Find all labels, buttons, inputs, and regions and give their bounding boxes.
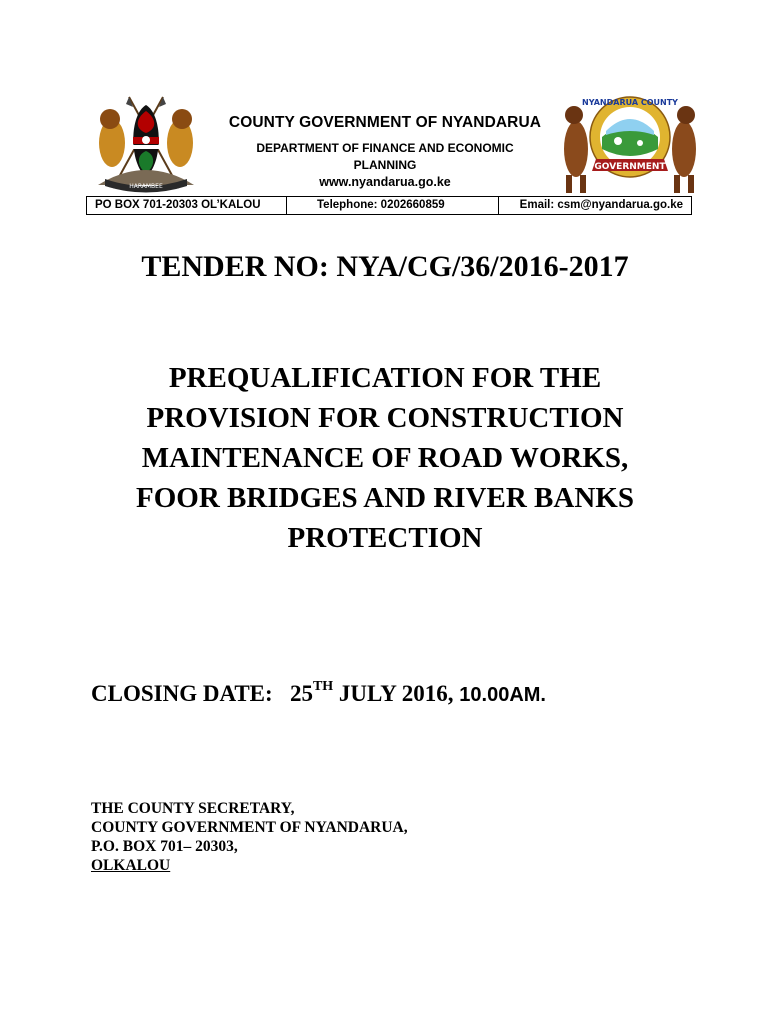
nyandarua-county-seal-icon <box>560 91 700 197</box>
kenya-coat-of-arms-icon <box>93 93 199 193</box>
contact-divider <box>286 197 287 214</box>
document-title <box>85 358 685 558</box>
department-line-2: PLANNING <box>353 158 417 172</box>
closing-label: CLOSING DATE: <box>91 681 273 706</box>
motto-label: HARAMBEE <box>129 183 163 190</box>
title-line: PROTECTION <box>287 522 483 554</box>
contact-divider <box>498 197 499 214</box>
closing-day: 25 <box>289 681 313 706</box>
address-line: OLKALOU <box>91 857 171 874</box>
telephone: Telephone: 0202660859 <box>317 199 445 211</box>
address-block <box>91 799 408 875</box>
po-box: PO BOX 701-20303 OL’KALOU <box>95 199 261 211</box>
closing-time: 10.00AM. <box>459 684 546 706</box>
closing-date-rest: JULY 2016, <box>338 681 454 706</box>
address-line: P.O. BOX 701– 20303, <box>91 838 238 855</box>
title-line: FOOR BRIDGES AND RIVER BANKS <box>136 482 634 514</box>
department-name <box>225 140 545 174</box>
title-line: PROVISION FOR CONSTRUCTION <box>146 402 624 434</box>
org-name: COUNTY GOVERNMENT OF NYANDARUA <box>228 114 542 131</box>
closing-date <box>91 681 546 707</box>
tender-number: TENDER NO: NYA/CG/36/2016-2017 <box>141 250 629 283</box>
seal-ring-label: NYANDARUA COUNTY <box>582 98 678 107</box>
department-line-1: DEPARTMENT OF FINANCE AND ECONOMIC <box>256 141 514 155</box>
address-line: THE COUNTY SECRETARY, <box>91 800 295 817</box>
email-link[interactable]: Email: csm@nyandarua.go.ke <box>519 199 683 211</box>
seal-banner-label: GOVERNMENT <box>594 162 666 172</box>
title-line: PREQUALIFICATION FOR THE <box>168 362 602 394</box>
address-line: COUNTY GOVERNMENT OF NYANDARUA, <box>91 819 408 836</box>
contact-bar <box>86 196 692 215</box>
closing-day-suffix: TH <box>312 679 334 694</box>
website-link[interactable]: www.nyandarua.go.ke <box>319 175 451 189</box>
title-line: MAINTENANCE OF ROAD WORKS, <box>141 442 629 474</box>
